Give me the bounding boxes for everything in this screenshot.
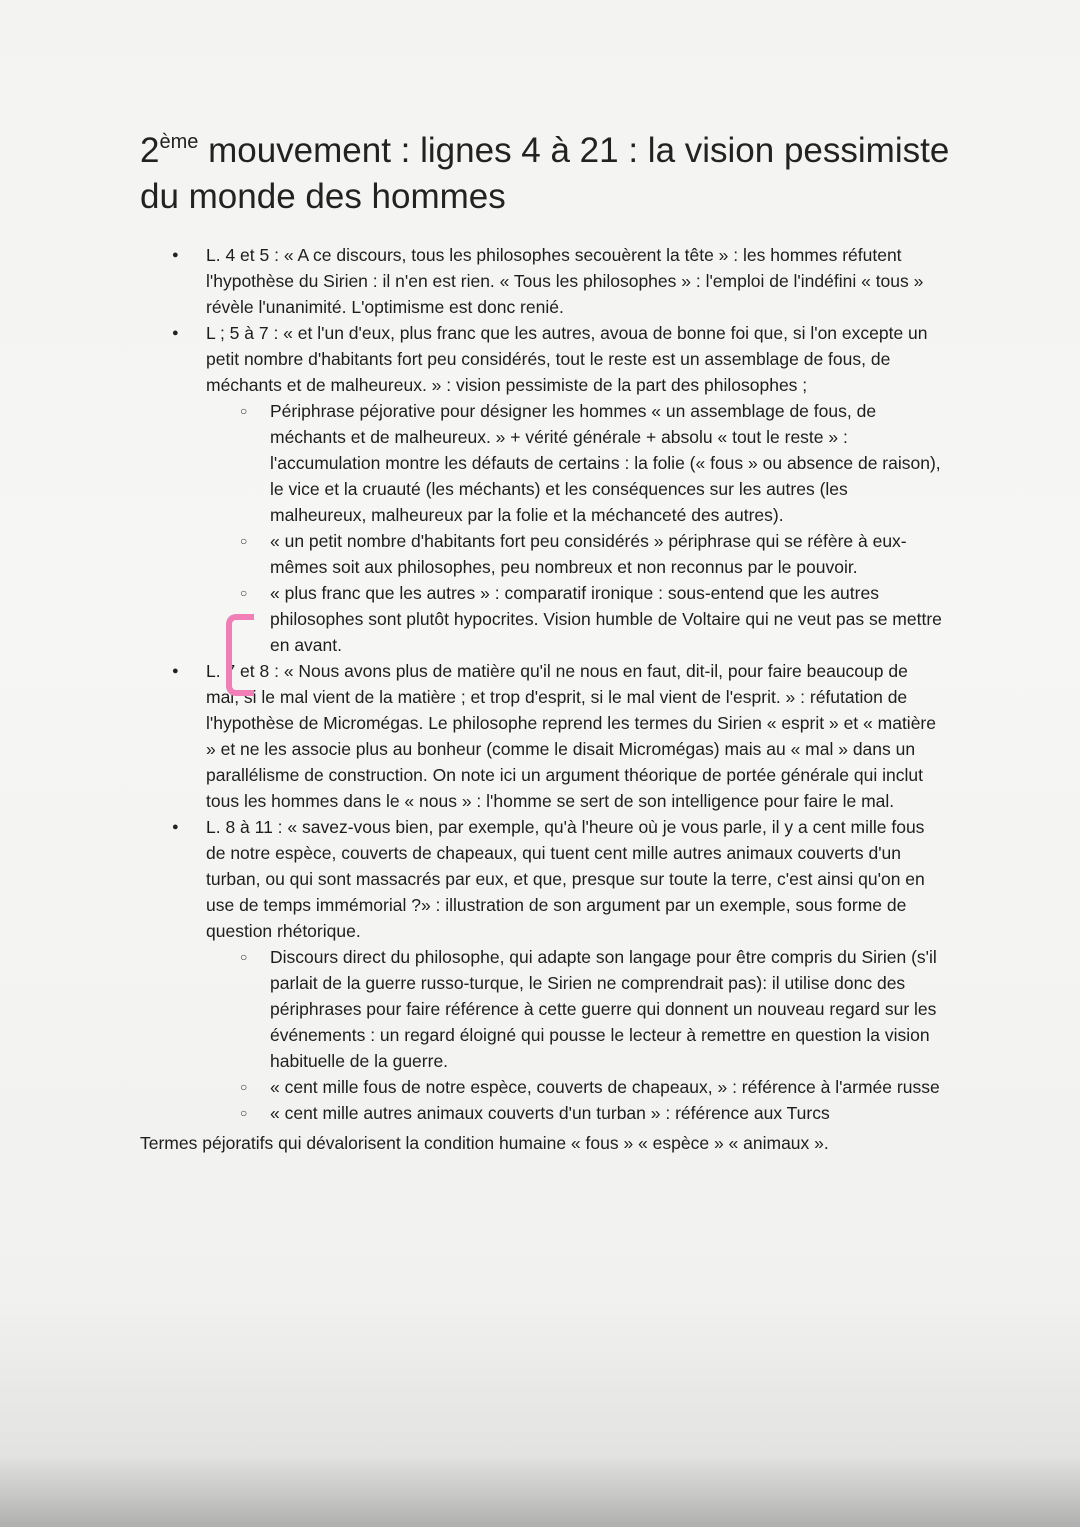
list-item-text: L. 4 et 5 : « A ce discours, tous les philosophes secouèrent la tête » : les hommes réfutent l'hypothèse du Sirien : il n'en est rien. « Tous les philosophes » : l'emploi de l'indéfini « tous » révèle l'unanimité. L'optimisme est donc renié. [206,245,924,317]
list-item [206,242,945,320]
sub-list-item [270,528,945,580]
bullet-list [140,242,945,1126]
list-item [206,658,945,814]
list-item [206,814,945,1126]
heading-superscript: ème [159,131,199,153]
sub-list-item [270,580,945,658]
sub-list-item-text: « plus franc que les autres » : comparatif ironique : sous-entend que les autres philosophes sont plutôt hypocrites. Vision humble de Voltaire qui ne veut pas se mettre en avant. [270,583,942,655]
sub-list [206,398,945,658]
sub-list [206,944,945,1126]
list-item-text: L. 8 à 11 : « savez-vous bien, par exemple, qu'à l'heure où je vous parle, il y a cent mille fous de notre espèce, couverts de chapeaux, qui tuent cent mille autres animaux couverts d'un turban, ou qui sont massacrés par eux, et que, presque sur toute la terre, c'est ainsi qu'on en use de temps immémorial ?» : illustration de son argument par un exemple, sous forme de question rhétorique. [206,817,925,941]
pink-highlighter-bracket [226,614,254,696]
sub-list-item [270,1074,945,1100]
conclusion-text: Termes péjoratifs qui dévalorisent la condition humaine « fous » « espèce » « animaux ». [140,1133,829,1153]
sub-list-item-text: Discours direct du philosophe, qui adapte son langage pour être compris du Sirien (s'il parlait de la guerre russo-turque, le Sirien ne comprendrait pas): il utilise donc des périphrases pour faire référence à cette guerre qui donnent un nouveau regard sur les événements : un regard éloigné qui pousse le lecteur à remettre en question la vision habituelle de la guerre. [270,947,937,1071]
section-heading [140,128,960,220]
list-item [206,320,945,658]
sub-list-item-text: « cent mille fous de notre espèce, couverts de chapeaux, » : référence à l'armée russe [270,1077,940,1097]
list-item-text: L. 7 et 8 : « Nous avons plus de matière qu'il ne nous en faut, dit-il, pour faire beaucoup de mal, si le mal vient de la matière ; et trop d'esprit, si le mal vient de l'esprit. » : réfutation de l'hypothèse de Micromégas. Le philosophe reprend les termes du Sirien « esprit » et « matière » et ne les associe plus au bonheur (comme le disait Micromégas) mais au « mal » dans un parallélisme de construction. On note ici un argument théorique de portée générale qui inclut tous les hommes dans le « nous » : l'homme se sert de son intelligence pour faire le mal. [206,661,936,811]
sub-list-item-text: Périphrase péjorative pour désigner les hommes « un assemblage de fous, de méchants et de malheureux. » + vérité générale + absolu « tout le reste » : l'accumulation montre les défauts de certains : la folie (« fous » ou absence de raison), le vice et la cruauté (les méchants) et les conséquences sur les autres (les malheureux, malheureux par la folie et la méchanceté des autres). [270,401,941,525]
page-shadow [0,1455,1080,1527]
sub-list-item [270,398,945,528]
notes-body [140,242,945,1156]
list-item-text: L ; 5 à 7 : « et l'un d'eux, plus franc que les autres, avoua de bonne foi que, si l'on excepte un petit nombre d'habitants fort peu considérés, tout le reste est un assemblage de fous, de méchants et de malheureux. » : vision pessimiste de la part des philosophes ; [206,323,928,395]
sub-list-item-text: « cent mille autres animaux couverts d'un turban » : référence aux Turcs [270,1103,830,1123]
heading-text: mouvement : lignes 4 à 21 : la vision pessimiste du monde des hommes [140,131,950,216]
sub-list-item-text: « un petit nombre d'habitants fort peu considérés » périphrase qui se réfère à eux-mêmes soit aux philosophes, peu nombreux et non reconnus par le pouvoir. [270,531,907,577]
heading-number: 2 [140,131,160,170]
sub-list-item [270,1100,945,1126]
sub-list-item [270,944,945,1074]
